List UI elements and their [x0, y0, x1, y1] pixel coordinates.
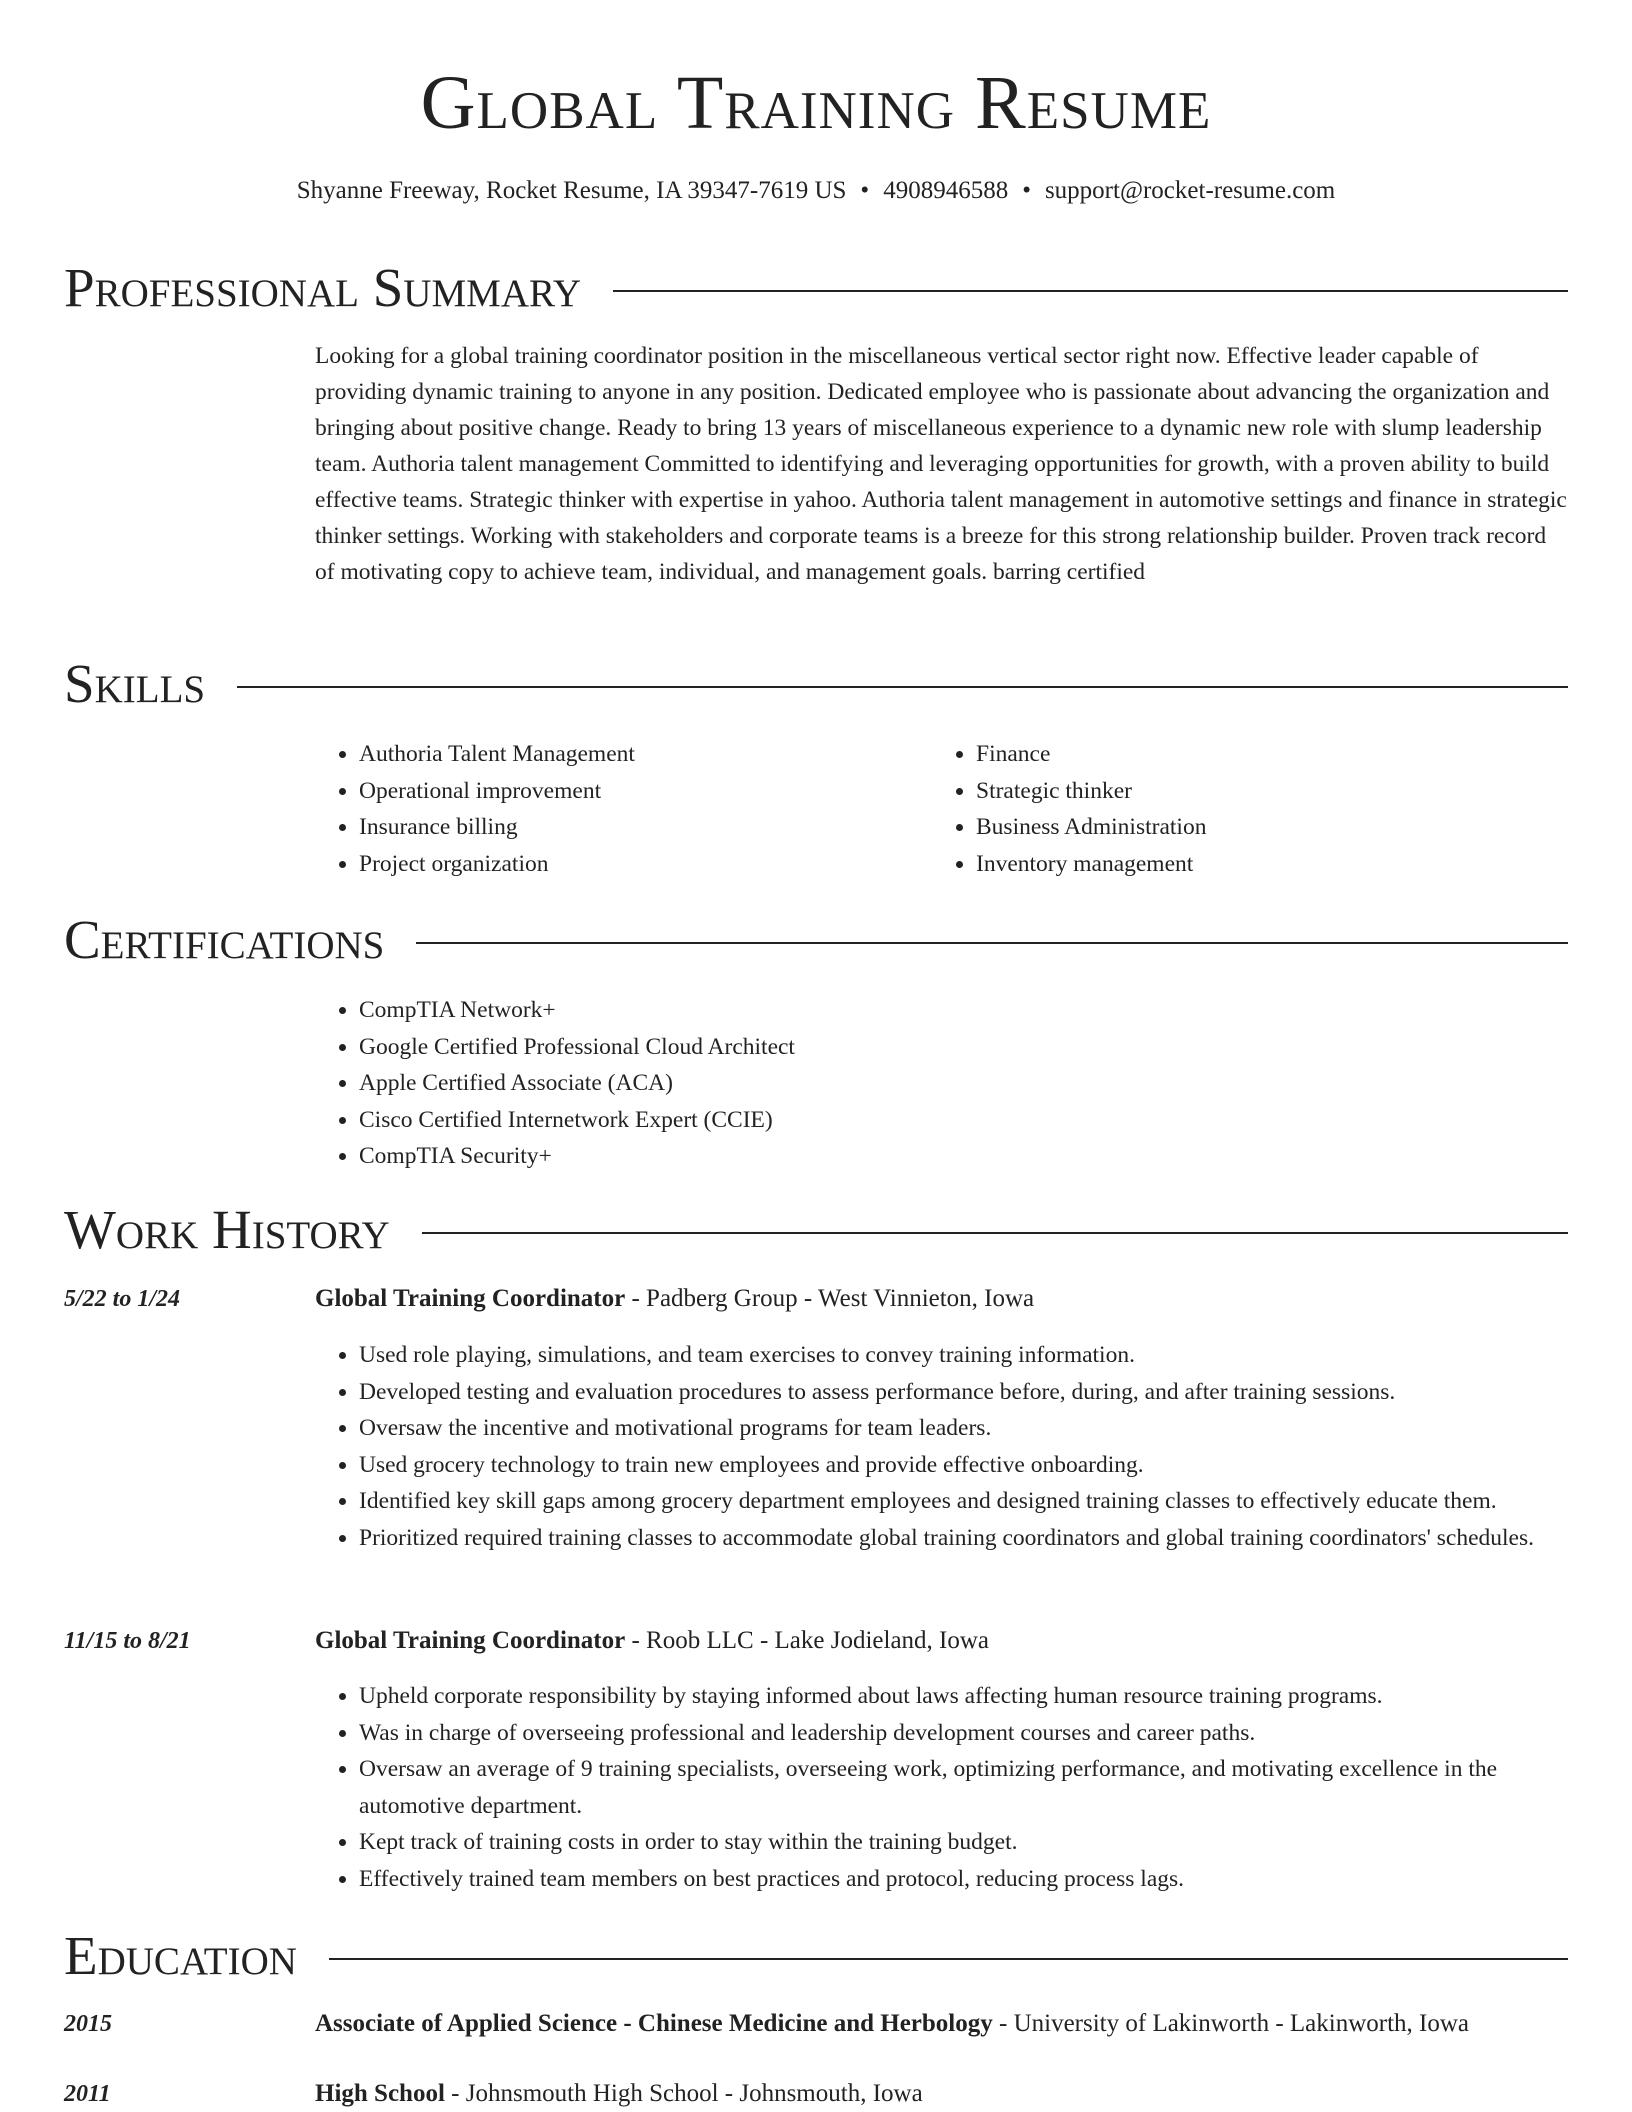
job-dates: 5/22 to 1/24	[64, 1286, 181, 1312]
job-title: Global Training Coordinator	[315, 1285, 626, 1312]
contact-separator: •	[860, 177, 870, 204]
job-duties	[315, 1678, 1568, 1897]
job-duty-item: • Kept track of training costs in order to stay within the training budget.	[359, 1824, 1568, 1861]
education-degree: Associate of Applied Science - Chinese Medicine and Herbology	[315, 2010, 993, 2037]
certification-item: • Cisco Certified Internetwork Expert (CCIE)	[359, 1102, 1515, 1139]
certification-item: • Apple Certified Associate (ACA)	[359, 1065, 1515, 1102]
section-header-work	[64, 1200, 1568, 1260]
resume-title: Global Training Resume	[420, 61, 1212, 145]
job-duty-item: • Upheld corporate responsibility by staying informed about laws affecting human resource training programs.	[359, 1678, 1568, 1715]
job-duty-item: • Oversaw an average of 9 training specialists, overseeing work, optimizing performance, and motivating excellence in the automotive department.	[359, 1751, 1568, 1824]
job-duty-item: • Developed testing and evaluation procedures to assess performance before, during, and after training sessions.	[359, 1374, 1568, 1411]
skills-list	[315, 736, 895, 882]
skills-column-left	[315, 736, 895, 882]
certifications-list	[315, 992, 1515, 1175]
contact-line	[0, 176, 1632, 206]
job-heading	[315, 1627, 1568, 1655]
education-heading	[315, 2010, 1568, 2038]
certification-item: • Google Certified Professional Cloud Architect	[359, 1029, 1515, 1066]
job-duties-list	[315, 1678, 1568, 1897]
skill-item: • Insurance billing	[359, 809, 895, 846]
job-employer: - Padberg Group - West Vinnieton, Iowa	[625, 1285, 1035, 1312]
contact-email: support@rocket-resume.com	[1044, 177, 1336, 204]
skill-item: • Strategic thinker	[976, 773, 1512, 810]
job-duties-list	[315, 1337, 1568, 1556]
certification-item: • CompTIA Network+	[359, 992, 1515, 1029]
job-title: Global Training Coordinator	[315, 1627, 626, 1654]
skill-item: • Inventory management	[976, 846, 1512, 883]
section-title: Education	[64, 1925, 297, 1986]
education-year: 2011	[64, 2081, 111, 2107]
section-title: Professional Summary	[64, 257, 582, 318]
section-header-education	[64, 1926, 1568, 1986]
education-school: - University of Lakinworth - Lakinworth, Iowa	[992, 2010, 1470, 2037]
job-duty-item: • Effectively trained team members on best practices and protocol, reducing process lags.	[359, 1861, 1568, 1898]
skills-list	[932, 736, 1512, 882]
job-employer: - Roob LLC - Lake Jodieland, Iowa	[625, 1627, 990, 1654]
job-duty-item: • Was in charge of overseeing professional and leadership development courses and career paths.	[359, 1715, 1568, 1752]
job-duty-item: • Used grocery technology to train new employees and provide effective onboarding.	[359, 1447, 1568, 1484]
skill-item: • Authoria Talent Management	[359, 736, 895, 773]
certification-item: • CompTIA Security+	[359, 1138, 1515, 1175]
section-title: Work History	[64, 1199, 390, 1260]
skills-column-right	[932, 736, 1512, 882]
section-header-certifications	[64, 910, 1568, 970]
job-duty-item: • Used role playing, simulations, and team exercises to convey training information.	[359, 1337, 1568, 1374]
section-divider	[416, 942, 1568, 944]
section-title: Certifications	[64, 909, 385, 970]
job-duty-item: • Prioritized required training classes to accommodate global training coordinators and global training coordinators' schedules.	[359, 1520, 1568, 1557]
skill-item: • Operational improvement	[359, 773, 895, 810]
education-school: - Johnsmouth High School - Johnsmouth, Iowa	[444, 2080, 923, 2107]
section-divider	[329, 1958, 1568, 1960]
education-degree: High School	[315, 2080, 445, 2107]
contact-phone: 4908946588	[883, 177, 1009, 204]
job-duty-item: • Oversaw the incentive and motivational programs for team leaders.	[359, 1410, 1568, 1447]
section-header-skills	[64, 654, 1568, 714]
education-heading	[315, 2080, 1568, 2108]
job-duty-item: • Identified key skill gaps among grocery department employees and designed training classes to effectively educate them.	[359, 1483, 1568, 1520]
section-divider	[422, 1232, 1568, 1234]
section-divider	[237, 686, 1568, 688]
skill-item: • Project organization	[359, 846, 895, 883]
contact-separator: •	[1022, 177, 1031, 204]
contact-address: Shyanne Freeway, Rocket Resume, IA 39347-7619 US	[296, 177, 847, 204]
job-dates: 11/15 to 8/21	[64, 1628, 191, 1654]
section-header-summary	[64, 258, 1568, 318]
job-duties	[315, 1337, 1568, 1556]
skill-item: • Business Administration	[976, 809, 1512, 846]
job-heading	[315, 1285, 1568, 1313]
section-divider	[613, 290, 1568, 292]
section-title: Skills	[64, 653, 206, 714]
summary-text: Looking for a global training coordinator position in the miscellaneous vertical sector right now. Effective leader capable of providing dynamic training to anyone in any position. Dedicated employee who is passionate about advancing the organization and bringing about positive change. Ready to bring 13 years of miscellaneous experience to a dynamic new role with slump leadership team. Authoria talent management Committed to identifying and leveraging opportunities for growth, with a proven ability to build effective teams. Strategic thinker with expertise in yahoo. Authoria talent management in automotive settings and finance in strategic thinker settings. Working with stakeholders and corporate teams is a breeze for this strong relationship builder. Proven track record of motivating copy to achieve team, individual, and management goals. barring certified	[315, 343, 1567, 585]
certifications-block	[315, 992, 1515, 1175]
skill-item: • Finance	[976, 736, 1512, 773]
education-year: 2015	[64, 2011, 112, 2037]
